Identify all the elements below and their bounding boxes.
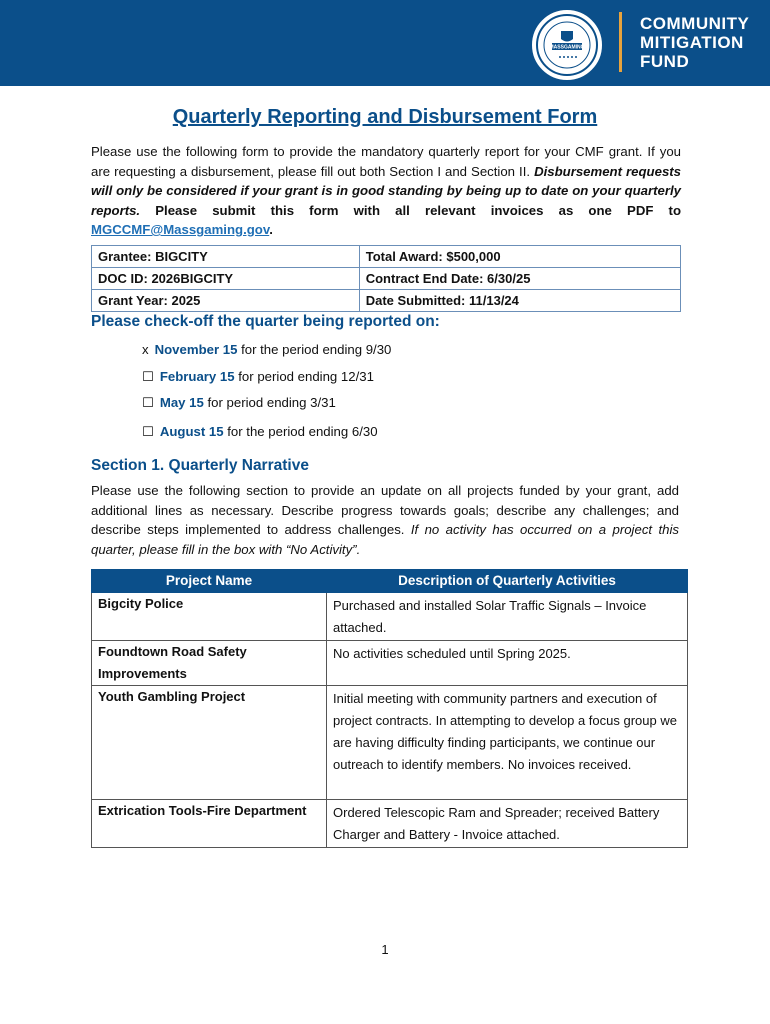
seal-wordmark: MASSGAMING <box>549 44 585 51</box>
project-description-cell: Ordered Telescopic Ram and Spreader; received Battery Charger and Battery - Invoice attached. <box>327 800 688 848</box>
project-description-cell: Initial meeting with community partners and execution of project contracts. In attempting to develop a focus group we are having difficulty finding participants, we continue our outreach to identify members. No invoices received. <box>327 686 688 800</box>
grant-info-table <box>91 245 681 312</box>
project-name-cell: Extrication Tools-Fire Department <box>92 800 327 848</box>
quarter-label: August 15 <box>159 424 224 439</box>
project-name-cell: Youth Gambling Project <box>92 686 327 800</box>
quarter-label: May 15 <box>159 395 204 410</box>
project-name-cell: Bigcity Police <box>92 593 327 641</box>
brand-line-1: COMMUNITY <box>640 14 750 33</box>
grantee-cell: Grantee: BIGCITY <box>92 246 360 268</box>
intro-period: . <box>269 222 273 237</box>
intro-submit-note: Please submit this form with all relevant invoices as one PDF to <box>140 202 681 218</box>
page-number: 1 <box>381 942 389 957</box>
massgaming-seal-logo <box>532 10 602 80</box>
doc-id-cell: DOC ID: 2026BIGCITY <box>92 268 360 290</box>
intro-paragraph <box>91 142 681 240</box>
table-row <box>92 686 688 800</box>
section1-text: Please use the following section to provide an update on all projects funded by your grant, add additional lines as necessary. Describe progress towards goals; describe any challenges; and describe steps implemented to address challenges. <box>91 483 679 537</box>
col-header-project: Project Name <box>92 570 327 593</box>
email-link[interactable]: MGCCMF@Massgaming.gov <box>91 222 270 237</box>
contract-end-cell: Contract End Date: 6/30/25 <box>359 268 680 290</box>
section1-no-activity-note: If no activity has occurred on a project this quarter, please fill in the box with “No Activity”. <box>91 522 679 557</box>
quarter-option-may[interactable] <box>142 395 336 411</box>
date-submitted-cell: Date Submitted: 11/13/24 <box>359 290 680 312</box>
brand-line-2: MITIGATION <box>640 33 744 52</box>
quarter-label: November 15 <box>154 342 238 357</box>
header-divider <box>619 12 622 72</box>
header-banner <box>0 0 770 86</box>
quarter-option-feb[interactable] <box>142 369 374 385</box>
col-header-description: Description of Quarterly Activities <box>327 570 688 593</box>
quarter-period: for period ending 3/31 <box>203 395 336 410</box>
checkbox-empty-icon[interactable]: ☐ <box>142 369 154 384</box>
quarter-period: for period ending 12/31 <box>234 369 374 384</box>
project-name-cell: Foundtown Road Safety Improvements <box>92 641 327 686</box>
checkbox-empty-icon[interactable]: ☐ <box>142 395 154 410</box>
quarter-period: for the period ending 6/30 <box>223 424 378 439</box>
quarter-period: for the period ending 9/30 <box>237 342 392 357</box>
project-table <box>91 569 688 848</box>
table-row <box>92 641 688 686</box>
intro-standing-note: Disbursement requests will only be considered if your grant is in good standing by being up to date on your quarterly reports. <box>91 163 681 218</box>
quarter-heading: Please check-off the quarter being reported on: <box>91 313 440 330</box>
quarter-option-aug[interactable] <box>142 424 378 440</box>
total-award-cell: Total Award: $500,000 <box>359 246 680 268</box>
intro-text: Please use the following form to provide the mandatory quarterly report for your CMF grant. If you are requesting a disbursement, please fill out both Section I and Section II. <box>91 144 681 179</box>
brand-line-3: FUND <box>640 52 690 71</box>
checkbox-empty-icon[interactable]: ☐ <box>142 424 154 439</box>
quarter-label: February 15 <box>159 369 235 384</box>
section1-paragraph <box>91 481 679 559</box>
project-description-cell: Purchased and installed Solar Traffic Signals – Invoice attached. <box>327 593 688 641</box>
quarter-option-nov[interactable] <box>142 342 391 357</box>
page-title: Quarterly Reporting and Disbursement Form <box>172 106 598 128</box>
section1-heading: Section 1. Quarterly Narrative <box>91 457 309 474</box>
project-description-cell: No activities scheduled until Spring 2025. <box>327 641 688 686</box>
grant-year-cell: Grant Year: 2025 <box>92 290 360 312</box>
table-row <box>92 800 688 848</box>
table-row <box>92 593 688 641</box>
checkbox-checked-icon[interactable]: x <box>142 342 149 357</box>
